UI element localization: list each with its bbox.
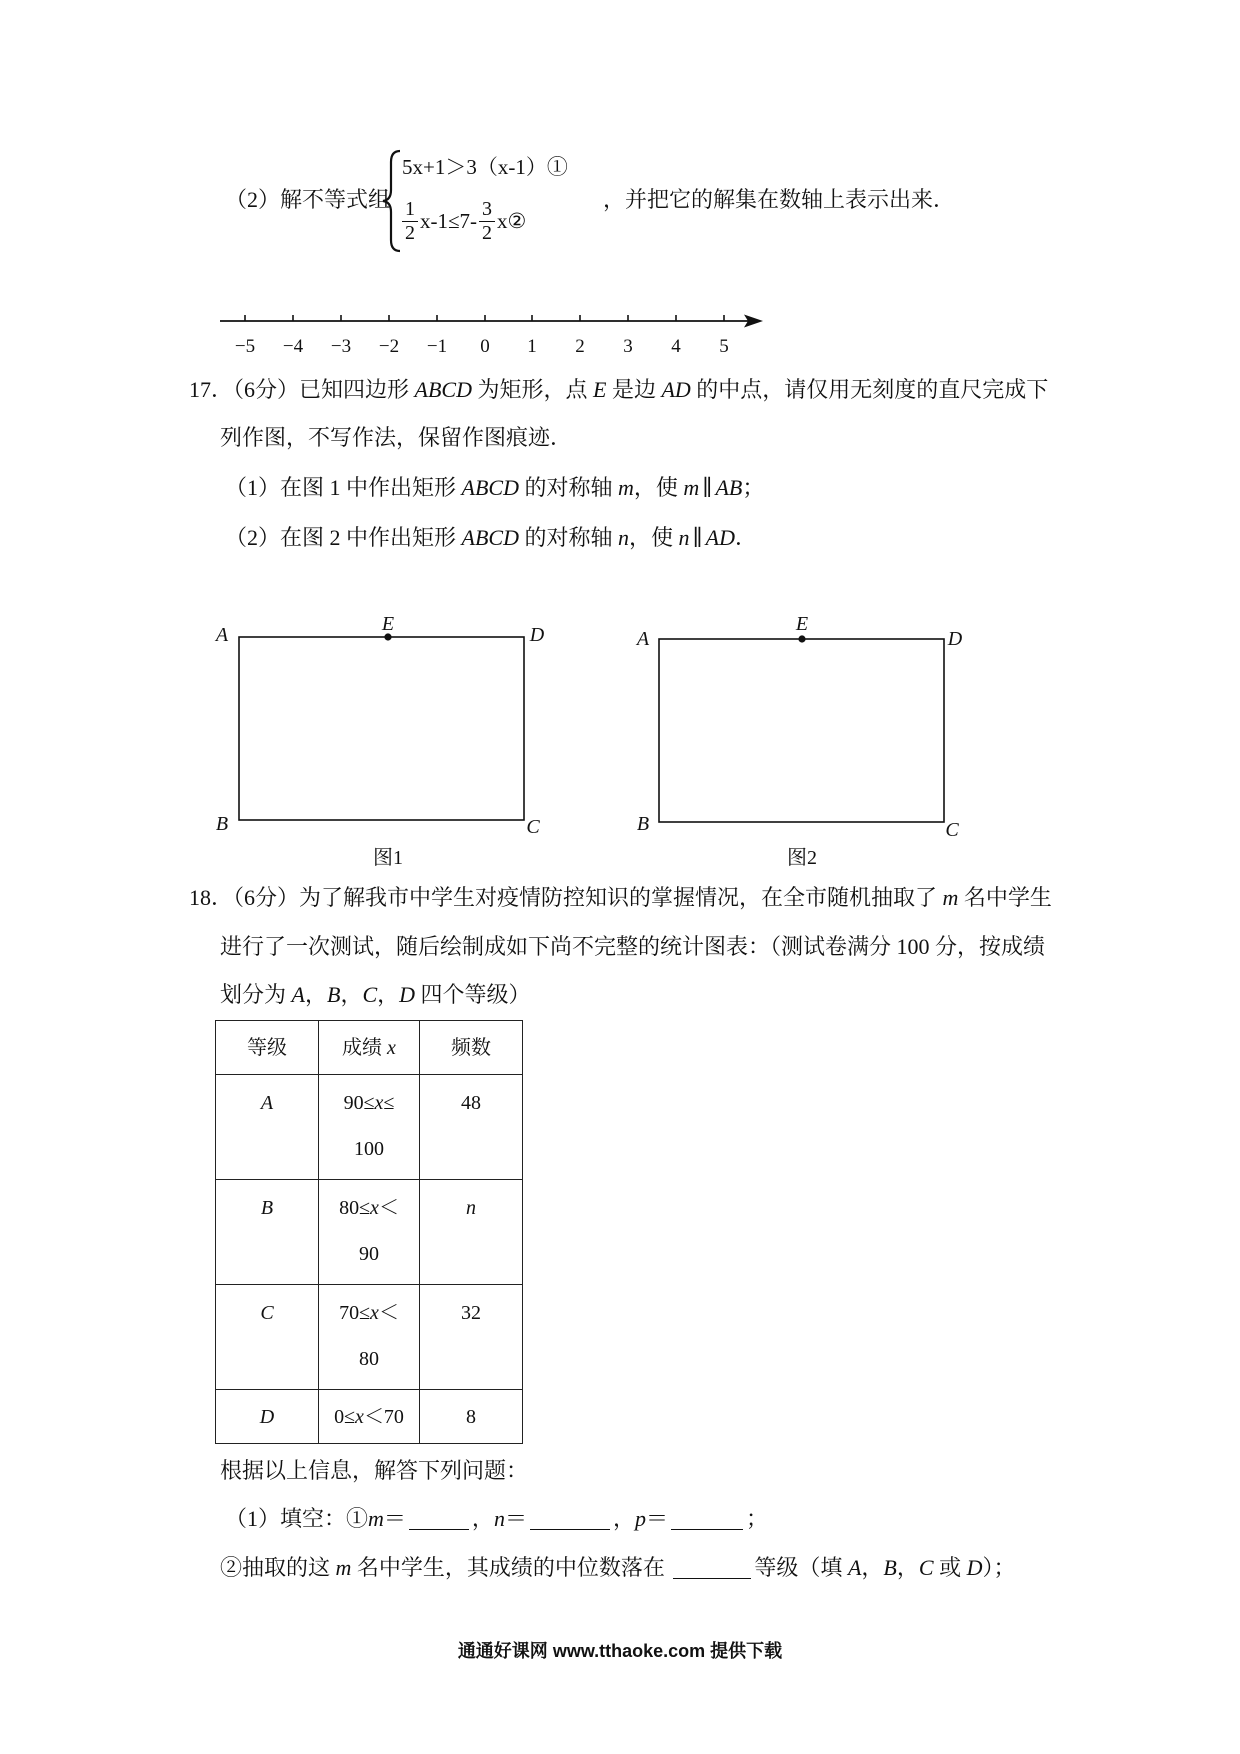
tick-label: −1 [426,336,448,357]
variable-label: x [370,1197,379,1219]
q17-text: 为矩形，点 [471,377,593,402]
q18-text: 或 [933,1555,967,1580]
table-row [216,1180,523,1285]
range-end: ＜ [378,1302,399,1324]
fraction-denominator: 2 [482,221,493,244]
tick-label: 1 [527,336,537,357]
tick-label: 3 [623,336,633,357]
tick-label: 5 [719,336,729,357]
variable-label: m [368,1506,384,1531]
variable-label: AD [661,377,691,402]
q18-text: ＝ [645,1506,668,1531]
number-line [220,315,763,358]
variable-label: ABCD [461,525,519,550]
variable-label: E [592,377,607,402]
vertex-label-a: A [215,624,229,646]
answer-blank-m [409,1508,469,1530]
variable-label: x [374,1092,384,1114]
figure-caption: 图1 [373,847,403,869]
q17-text: （1）在图 1 中作出矩形 [225,475,462,500]
figure-2 [635,613,963,869]
q18-text: ， [861,1555,884,1580]
range-start: 0≤ [334,1405,356,1428]
q18-text: 四个等级） [415,982,531,1007]
variable-label: C [362,982,378,1007]
q17-text: 的对称轴 [518,525,618,550]
fraction-numerator: 1 [402,198,418,222]
fraction-one-half [402,198,418,245]
q18-text: 等级（填 [754,1555,848,1580]
q18-text: ， [340,982,363,1007]
fraction-numerator: 3 [479,198,495,222]
variable-label: C [918,1555,934,1580]
point-label-e: E [795,613,809,635]
range-bound: 80 [359,1348,379,1370]
q17-text: ，使 [633,475,684,500]
q17-text: ． [735,525,758,550]
parallel-symbol: ∥ [702,475,713,500]
q16-part2-label: （2）解不等式组 [225,187,391,212]
inequality-2-end: x② [497,209,527,233]
variable-label: AD [705,525,735,550]
cell-grade: A [216,1075,319,1180]
q18-line2: 进行了一次测试，随后绘制成如下尚不完整的统计图表：（测试卷满分 100 分，按成绩 [220,934,1046,959]
q18-text: 名中学生，其成绩的中位数落在 [351,1555,671,1580]
q18-text: ②抽取的这 [220,1555,336,1580]
variable-label: D [966,1555,983,1580]
q17-text: 是边 [606,377,662,402]
table-row [216,1390,523,1444]
variable-label: ABCD [461,475,519,500]
q16-part2-tail: ，并把它的解集在数轴上表示出来． [603,187,956,212]
q18-fill1 [225,1504,768,1534]
q18-text: ， [896,1555,919,1580]
q18-intro: 根据以上信息，解答下列问题： [220,1458,529,1483]
cell-score-range [319,1390,420,1444]
variable-label: x [370,1302,379,1324]
variable-label: p [634,1506,646,1531]
answer-blank-n [530,1508,610,1530]
q18-text: ， [471,1506,494,1531]
midpoint-e-dot [798,635,805,642]
tick-label: −2 [378,336,400,357]
range-end: ＜70 [363,1405,404,1428]
variable-label: B [883,1555,897,1580]
tick-label: 0 [480,336,490,357]
q17-text: 17．（6分）已知四边形 [189,377,415,402]
variable-label: D [399,982,416,1007]
variable-label: n [678,525,690,550]
q17-part2 [225,523,757,553]
q18-text: ， [377,982,400,1007]
q17-text: ，使 [628,525,679,550]
cell-grade: C [216,1285,319,1390]
header-score-label: 成绩 [342,1036,383,1059]
inequality-1: 5x+1＞3（x-1）① [402,155,568,179]
q18-text: 18．（6分）为了解我市中学生对疫情防控知识的掌握情况，在全市随机抽取了 [189,885,943,910]
range-start: 70≤ [339,1302,371,1324]
vertex-label-d: D [947,628,963,650]
variable-label: n [617,525,629,550]
variable-label: x [355,1405,364,1428]
fraction-three-halves [479,198,495,245]
fraction-denominator: 2 [405,221,415,244]
cell-frequency: 48 [420,1075,523,1180]
range-bound: 100 [354,1138,384,1160]
figure-caption: 图2 [787,847,817,869]
variable-label: m [335,1555,352,1580]
variable-label: B [326,982,341,1007]
q18-line3 [220,980,531,1010]
q18-text: 划分为 [220,982,292,1007]
footer-source: 通通好课网 www.tthaoke.com 提供下载 [457,1641,783,1661]
cell-grade: D [216,1390,319,1444]
header-score [319,1021,420,1075]
variable-label: AB [715,475,743,500]
cell-frequency: 32 [420,1285,523,1390]
q17-text: 的对称轴 [518,475,618,500]
cell-frequency: n [420,1180,523,1285]
q18-text: ； [745,1506,768,1531]
range-end: ＜ [378,1197,399,1219]
header-grade: 等级 [216,1021,319,1075]
vertex-label-d: D [529,624,545,646]
cell-grade: B [216,1180,319,1285]
rectangle-abcd [239,637,524,820]
q18-fill2 [220,1553,1015,1583]
inequality-2 [400,196,526,246]
q17-part1 [225,473,764,503]
cell-score-range [319,1285,420,1390]
range-start: 80≤ [339,1197,371,1219]
q17-text: 的中点，请仅用无刻度的直尺完成下 [690,377,1049,402]
table-row [216,1075,523,1180]
table-header-row [216,1021,523,1075]
q17-text: ； [742,475,765,500]
vertex-label-c: C [945,819,959,841]
cell-score-range [319,1180,420,1285]
variable-label: A [847,1555,862,1580]
cell-frequency: 8 [420,1390,523,1444]
table-row [216,1285,523,1390]
variable-label: m [617,475,634,500]
range-end: ≤ [383,1092,395,1114]
vertex-label-b: B [636,813,650,835]
variable-label: m [683,475,700,500]
q18-text: ＝ [383,1506,406,1531]
q18-text: （1）填空：① [225,1506,369,1531]
tick-label: −4 [282,336,304,357]
q18-text: ， [612,1506,635,1531]
grade-frequency-table [215,1020,523,1444]
answer-blank-median [673,1557,751,1579]
variable-label: A [291,982,305,1007]
figure-1 [214,613,545,869]
variable-label: m [942,885,959,910]
q17-line1 [189,375,1048,405]
vertex-label-b: B [215,813,229,835]
answer-blank-p [671,1508,743,1530]
range-bound: 90 [359,1243,379,1265]
cell-score-range [319,1075,420,1180]
q17-line2: 列作图，不写作法，保留作图痕迹． [220,425,573,450]
vertex-label-a: A [636,628,650,650]
q18-text: ）； [982,1555,1016,1580]
q18-line1 [189,883,1052,913]
tick-label: 2 [575,336,585,357]
q17-text: （2）在图 2 中作出矩形 [225,525,462,550]
variable-label: ABCD [414,377,472,402]
parallel-symbol: ∥ [692,525,703,550]
point-label-e: E [381,613,395,635]
tick-label: −3 [330,336,352,357]
inequality-2-middle: x-1≤7- [420,209,478,233]
variable-label: n [493,1506,505,1531]
variable-label: x [387,1036,396,1059]
range-start: 90≤ [343,1092,375,1114]
header-frequency: 频数 [420,1021,523,1075]
vertex-label-c: C [526,816,540,838]
q18-text: 名中学生 [958,885,1052,910]
tick-label: 4 [671,336,681,357]
rectangle-abcd [659,639,944,822]
q18-text: ＝ [504,1506,527,1531]
tick-label: −5 [234,336,256,357]
q18-text: ， [304,982,327,1007]
